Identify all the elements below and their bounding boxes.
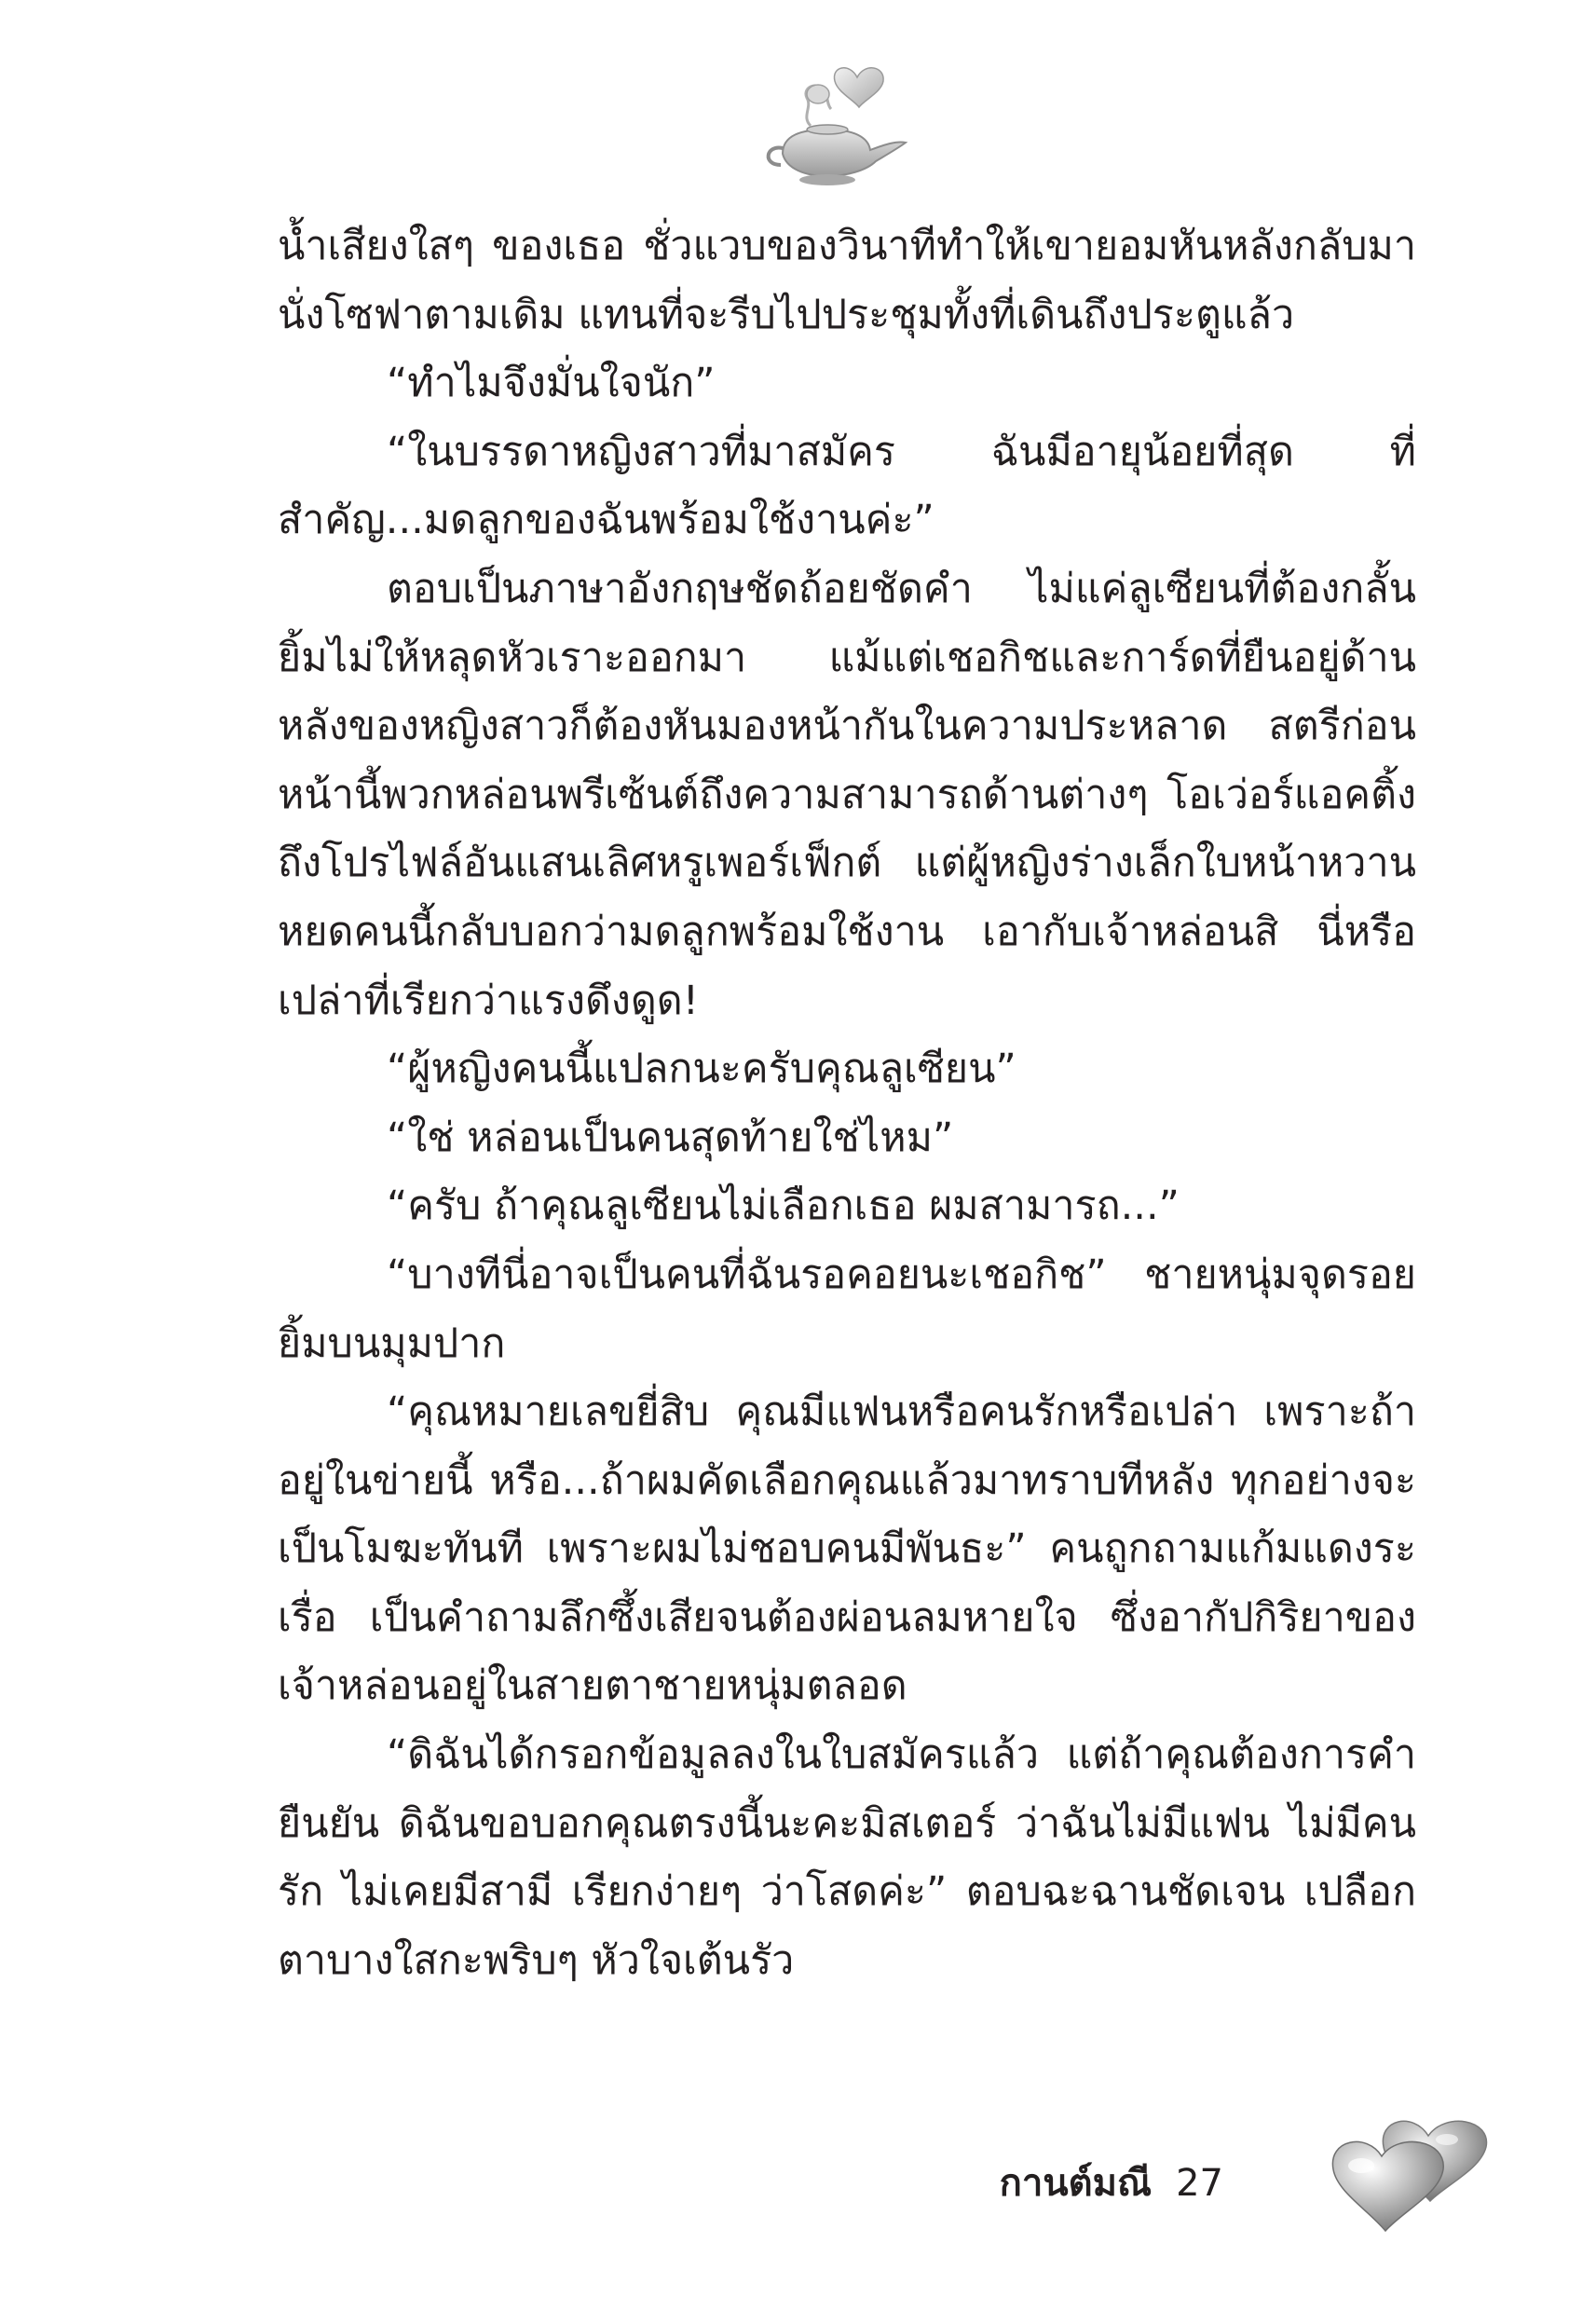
paragraph: ตอบเป็นภาษาอังกฤษชัดถ้อยชัดคำ ไม่แค่ลูเซียนที่ต้องกลั้นยิ้มไม่ให้หลุดหัวเราะออกมา แม้แต่เชอกิชและการ์ดที่ยืนอยู่ด้านหลังของหญิงสาวก็ต้องหันมองหน้ากันในความประหลาด สตรีก่อนหน้านี้พวกหล่อนพรีเซ้นต์ถึงความสามารถด้านต่างๆ โอเว่อร์แอคติ้งถึงโปรไฟล์อันแสนเลิศหรูเพอร์เฟ็กต์ แต่ผู้หญิงร่างเล็กใบหน้าหวานหยดคนนี้กลับบอกว่ามดลูกพร้อมใช้งาน เอากับเจ้าหล่อนสิ นี่หรือเปล่าที่เรียกว่าแรงดึงดูด!: [278, 565, 1416, 1024]
page-footer: [944, 2099, 1503, 2248]
genie-lamp-ornament-icon: [745, 51, 913, 191]
paragraph: น้ำเสียงใสๆ ของเธอ ชั่วแวบของวินาทีทำให้เขายอมหันหลังกลับมานั่งโซฟาตามเดิม แทนที่จะรีบไปประชุมทั้งที่เดินถึงประตูแล้ว: [278, 223, 1416, 338]
body-text: [278, 212, 1416, 1995]
book-title: กานต์มณี: [999, 2162, 1153, 2205]
paragraph: “ทำไมจึงมั่นใจนัก”: [387, 360, 716, 407]
footer-label: [1000, 2153, 1223, 2212]
page-number: 27: [1176, 2162, 1223, 2205]
heart-ornament-icon: [1316, 2099, 1503, 2248]
paragraph: “คุณหมายเลขยี่สิบ คุณมีแฟนหรือคนรักหรือเปล่า เพราะถ้าอยู่ในข่ายนี้ หรือ...ถ้าผมคัดเลือกคุณแล้วมาทราบทีหลัง ทุกอย่างจะเป็นโมฆะทันที เพราะผมไม่ชอบคนมีพันธะ” คนถูกถามแก้มแดงระเรื่อ เป็นคำถามลึกซึ้งเสียจนต้องผ่อนลมหายใจ ซึ่งอากัปกิริยาของเจ้าหล่อนอยู่ในสายตาชายหนุ่มตลอด: [278, 1388, 1416, 1710]
paragraph: “ผู้หญิงคนนี้แปลกนะครับคุณลูเซียน”: [387, 1046, 1016, 1093]
paragraph: “ในบรรดาหญิงสาวที่มาสมัคร ฉันมีอายุน้อยที่สุด ที่สำคัญ...มดลูกของฉันพร้อมใช้งานค่ะ”: [278, 428, 1416, 544]
paragraph: “บางทีนี่อาจเป็นคนที่ฉันรอคอยนะเชอกิช” ชายหนุ่มจุดรอยยิ้มบนมุมปาก: [278, 1251, 1416, 1367]
paragraph: “ครับ ถ้าคุณลูเซียนไม่เลือกเธอ ผมสามารถ...”: [387, 1183, 1180, 1230]
paragraph: “ใช่ หล่อนเป็นคนสุดท้ายใช่ไหม”: [387, 1114, 954, 1161]
paragraph: “ดิฉันได้กรอกข้อมูลลงในใบสมัครแล้ว แต่ถ้าคุณต้องการคำยืนยัน ดิฉันขอบอกคุณตรงนี้นะคะมิสเตอร์ ว่าฉันไม่มีแฟน ไม่มีคนรัก ไม่เคยมีสามี เรียกง่ายๆ ว่าโสดค่ะ” ตอบฉะฉานชัดเจน เปลือกตาบางใสกะพริบๆ หัวใจเต้นรัว: [278, 1731, 1416, 1984]
